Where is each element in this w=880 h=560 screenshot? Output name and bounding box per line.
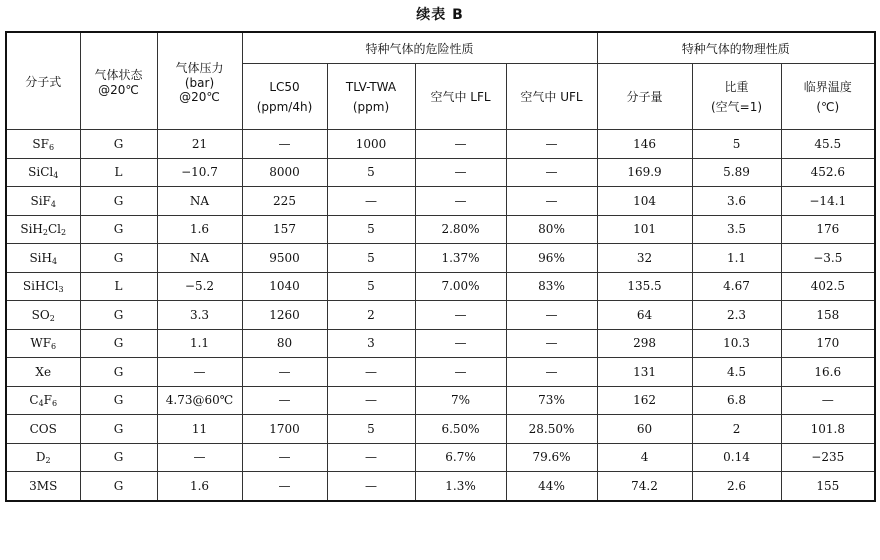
cell-lc50: 9500	[242, 244, 327, 273]
cell-formula	[6, 158, 80, 187]
formula-text: F	[43, 393, 52, 408]
cell-state: L	[80, 158, 157, 187]
cell-tlv-twa: 5	[327, 415, 415, 444]
table-body	[6, 130, 875, 501]
cell-lc50: 225	[242, 187, 327, 216]
formula-text: SiH	[29, 250, 52, 265]
formula-subscript: 2	[45, 456, 51, 466]
formula-subscript: 2	[61, 228, 67, 238]
cell-tlv-twa: —	[327, 472, 415, 501]
table-row	[6, 472, 875, 501]
cell-critical-temp: 45.5	[781, 130, 875, 159]
cell-lc50: —	[242, 386, 327, 415]
formula-subscript: 2	[49, 313, 55, 323]
cell-lc50: 1260	[242, 301, 327, 330]
cell-state: L	[80, 272, 157, 301]
header-ufl: 空气中 UFL	[506, 64, 597, 130]
cell-molecular-weight: 104	[597, 187, 692, 216]
cell-ufl: 28.50%	[506, 415, 597, 444]
cell-tlv-twa: —	[327, 187, 415, 216]
cell-molecular-weight: 146	[597, 130, 692, 159]
cell-critical-temp: 402.5	[781, 272, 875, 301]
formula-text: SO	[31, 307, 50, 322]
cell-critical-temp: 452.6	[781, 158, 875, 187]
cell-pressure: 1.6	[157, 215, 242, 244]
cell-specific-gravity: 3.5	[692, 215, 781, 244]
cell-specific-gravity: 4.5	[692, 358, 781, 387]
formula-subscript: 4	[53, 171, 59, 181]
cell-molecular-weight: 4	[597, 443, 692, 472]
cell-lc50: 80	[242, 329, 327, 358]
cell-pressure: —	[157, 358, 242, 387]
cell-pressure: 3.3	[157, 301, 242, 330]
cell-critical-temp: 176	[781, 215, 875, 244]
cell-state: G	[80, 215, 157, 244]
cell-lfl: —	[415, 130, 506, 159]
formula-text: D	[35, 450, 46, 465]
table-row	[6, 187, 875, 216]
formula-subscript: 2	[42, 228, 48, 238]
formula-text: SF	[32, 136, 49, 151]
cell-tlv-twa: 5	[327, 244, 415, 273]
cell-formula	[6, 329, 80, 358]
gas-properties-table	[5, 31, 876, 502]
table-row	[6, 301, 875, 330]
cell-critical-temp: 170	[781, 329, 875, 358]
cell-ufl: —	[506, 158, 597, 187]
cell-tlv-twa: —	[327, 386, 415, 415]
cell-lfl: 7.00%	[415, 272, 506, 301]
cell-tlv-twa: 5	[327, 215, 415, 244]
table-row	[6, 443, 875, 472]
cell-critical-temp: −235	[781, 443, 875, 472]
cell-lfl: —	[415, 187, 506, 216]
cell-tlv-twa: —	[327, 358, 415, 387]
cell-formula	[6, 244, 80, 273]
cell-critical-temp: 155	[781, 472, 875, 501]
cell-critical-temp: −14.1	[781, 187, 875, 216]
cell-ufl: —	[506, 358, 597, 387]
formula-text: COS	[29, 421, 57, 436]
cell-ufl: 73%	[506, 386, 597, 415]
header-physical-group: 特种气体的物理性质	[597, 32, 875, 64]
cell-ufl: 83%	[506, 272, 597, 301]
cell-ufl: 96%	[506, 244, 597, 273]
cell-state: G	[80, 358, 157, 387]
header-hazard-group: 特种气体的危险性质	[242, 32, 597, 64]
cell-lfl: 6.50%	[415, 415, 506, 444]
cell-lc50: 1700	[242, 415, 327, 444]
header-molecular-weight: 分子量	[597, 64, 692, 130]
cell-formula	[6, 443, 80, 472]
table-row	[6, 130, 875, 159]
header-lc50: LC50 (ppm/4h)	[242, 64, 327, 130]
cell-critical-temp: −3.5	[781, 244, 875, 273]
cell-lfl: 1.3%	[415, 472, 506, 501]
cell-state: G	[80, 187, 157, 216]
cell-state: G	[80, 472, 157, 501]
formula-text: C	[29, 393, 39, 408]
cell-lc50: —	[242, 472, 327, 501]
cell-molecular-weight: 162	[597, 386, 692, 415]
header-critical-temp: 临界温度 (℃)	[781, 64, 875, 130]
cell-critical-temp: 101.8	[781, 415, 875, 444]
table-row	[6, 272, 875, 301]
table-row	[6, 158, 875, 187]
table-row	[6, 215, 875, 244]
cell-formula	[6, 415, 80, 444]
cell-lc50: 1040	[242, 272, 327, 301]
cell-pressure: 1.6	[157, 472, 242, 501]
cell-pressure: —	[157, 443, 242, 472]
cell-lc50: —	[242, 443, 327, 472]
cell-specific-gravity: 6.8	[692, 386, 781, 415]
table-row	[6, 386, 875, 415]
cell-critical-temp: —	[781, 386, 875, 415]
cell-lfl: —	[415, 301, 506, 330]
cell-state: G	[80, 443, 157, 472]
cell-pressure: −10.7	[157, 158, 242, 187]
formula-subscript: 4	[38, 399, 44, 409]
cell-molecular-weight: 131	[597, 358, 692, 387]
cell-specific-gravity: 3.6	[692, 187, 781, 216]
cell-lc50: —	[242, 130, 327, 159]
cell-tlv-twa: 2	[327, 301, 415, 330]
cell-molecular-weight: 60	[597, 415, 692, 444]
cell-tlv-twa: 3	[327, 329, 415, 358]
cell-ufl: —	[506, 329, 597, 358]
header-specific-gravity: 比重 (空气=1)	[692, 64, 781, 130]
formula-text: Xe	[35, 364, 52, 379]
cell-formula	[6, 472, 80, 501]
cell-molecular-weight: 169.9	[597, 158, 692, 187]
table-row	[6, 415, 875, 444]
cell-state: G	[80, 301, 157, 330]
table-caption: 续表 B	[416, 7, 464, 23]
cell-ufl: —	[506, 301, 597, 330]
cell-lfl: 2.80%	[415, 215, 506, 244]
cell-ufl: 44%	[506, 472, 597, 501]
cell-pressure: 1.1	[157, 329, 242, 358]
header-pressure: 气体压力 (bar) @20℃	[157, 32, 242, 130]
cell-tlv-twa: 1000	[327, 130, 415, 159]
formula-text: 3MS	[29, 478, 58, 493]
table-row	[6, 244, 875, 273]
cell-state: G	[80, 130, 157, 159]
cell-ufl: —	[506, 187, 597, 216]
formula-subscript: 4	[51, 256, 58, 266]
cell-formula	[6, 386, 80, 415]
cell-lfl: —	[415, 329, 506, 358]
cell-lfl: 6.7%	[415, 443, 506, 472]
formula-text: SiF	[30, 193, 51, 208]
cell-state: G	[80, 386, 157, 415]
cell-specific-gravity: 2.6	[692, 472, 781, 501]
cell-specific-gravity: 4.67	[692, 272, 781, 301]
cell-pressure: NA	[157, 244, 242, 273]
cell-formula	[6, 301, 80, 330]
cell-state: G	[80, 329, 157, 358]
cell-specific-gravity: 10.3	[692, 329, 781, 358]
formula-subscript: 6	[51, 342, 57, 352]
cell-ufl: 80%	[506, 215, 597, 244]
cell-pressure: 21	[157, 130, 242, 159]
cell-specific-gravity: 0.14	[692, 443, 781, 472]
formula-text: SiCl	[28, 165, 54, 180]
cell-tlv-twa: —	[327, 443, 415, 472]
cell-ufl: 79.6%	[506, 443, 597, 472]
cell-ufl: —	[506, 130, 597, 159]
table-row	[6, 329, 875, 358]
cell-pressure: 11	[157, 415, 242, 444]
cell-molecular-weight: 135.5	[597, 272, 692, 301]
cell-critical-temp: 158	[781, 301, 875, 330]
cell-pressure: NA	[157, 187, 242, 216]
cell-formula	[6, 187, 80, 216]
formula-text: Cl	[48, 222, 62, 237]
cell-specific-gravity: 2	[692, 415, 781, 444]
cell-tlv-twa: 5	[327, 272, 415, 301]
cell-molecular-weight: 298	[597, 329, 692, 358]
formula-subscript: 6	[48, 142, 55, 152]
cell-lc50: —	[242, 358, 327, 387]
cell-molecular-weight: 32	[597, 244, 692, 273]
cell-pressure: 4.73@60℃	[157, 386, 242, 415]
cell-lfl: —	[415, 358, 506, 387]
cell-lc50: 8000	[242, 158, 327, 187]
header-tlv-twa: TLV-TWA (ppm)	[327, 64, 415, 130]
cell-specific-gravity: 2.3	[692, 301, 781, 330]
cell-molecular-weight: 64	[597, 301, 692, 330]
cell-state: G	[80, 415, 157, 444]
header-formula: 分子式	[6, 32, 80, 130]
cell-specific-gravity: 1.1	[692, 244, 781, 273]
cell-molecular-weight: 101	[597, 215, 692, 244]
cell-lfl: —	[415, 158, 506, 187]
cell-molecular-weight: 74.2	[597, 472, 692, 501]
cell-specific-gravity: 5	[692, 130, 781, 159]
formula-text: WF	[30, 336, 52, 351]
formula-subscript: 3	[58, 285, 64, 295]
cell-formula	[6, 215, 80, 244]
cell-tlv-twa: 5	[327, 158, 415, 187]
cell-formula	[6, 130, 80, 159]
cell-lfl: 7%	[415, 386, 506, 415]
cell-critical-temp: 16.6	[781, 358, 875, 387]
formula-subscript: 4	[50, 199, 56, 209]
cell-pressure: −5.2	[157, 272, 242, 301]
cell-formula	[6, 358, 80, 387]
cell-formula	[6, 272, 80, 301]
formula-text: SiH	[20, 222, 43, 237]
formula-text: SiHCl	[22, 279, 59, 294]
cell-specific-gravity: 5.89	[692, 158, 781, 187]
header-lfl: 空气中 LFL	[415, 64, 506, 130]
cell-state: G	[80, 244, 157, 273]
table-row	[6, 358, 875, 387]
cell-lc50: 157	[242, 215, 327, 244]
cell-lfl: 1.37%	[415, 244, 506, 273]
formula-subscript: 6	[52, 399, 58, 409]
header-state: 气体状态 @20℃	[80, 32, 157, 130]
